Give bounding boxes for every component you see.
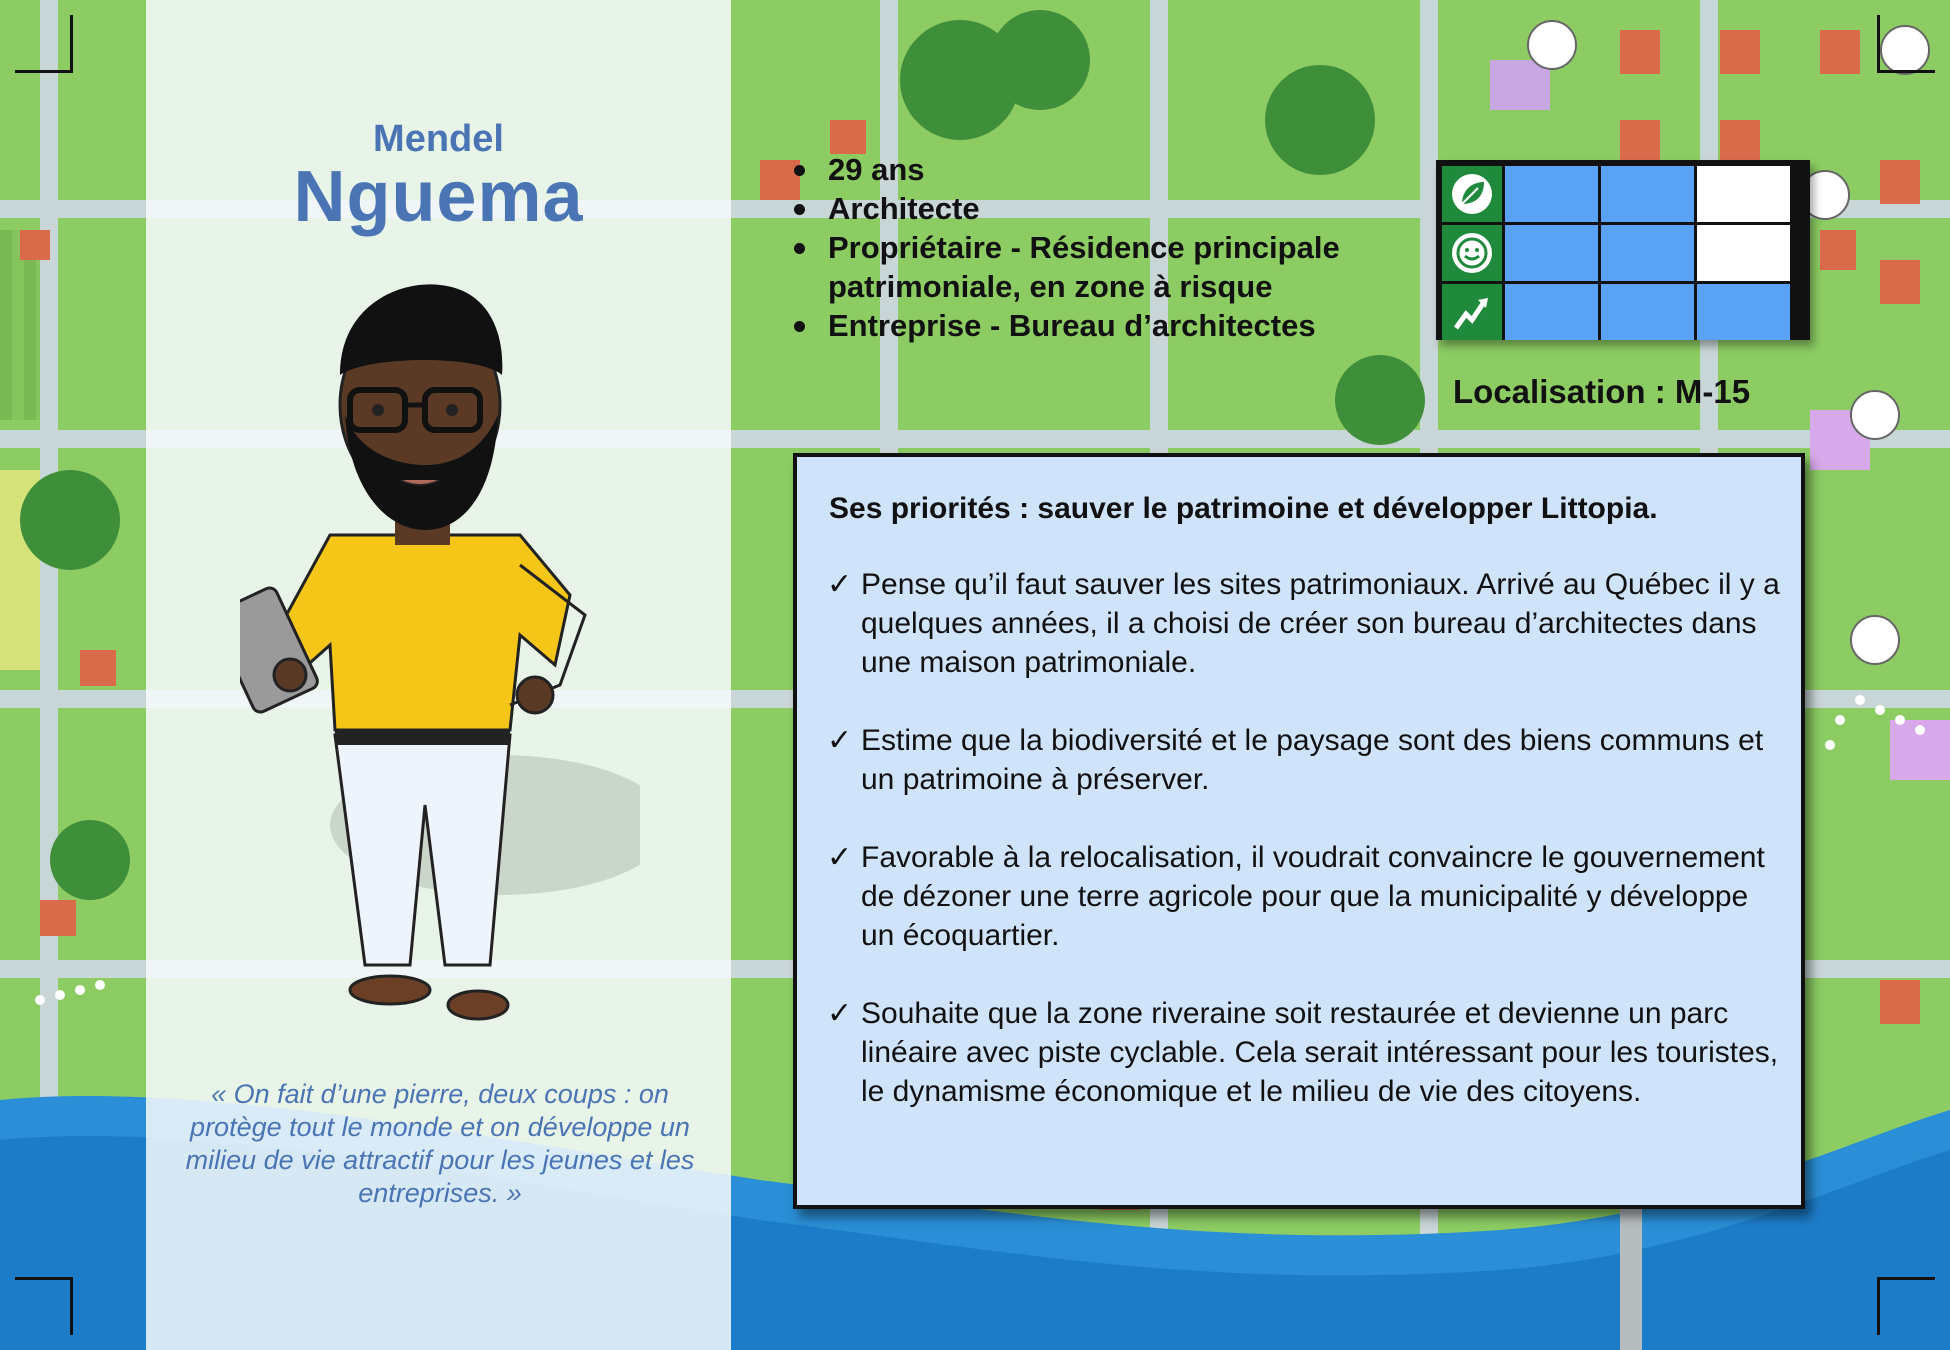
- priorities-card: [793, 453, 1805, 1209]
- attribute-profession: Architecte: [790, 189, 1388, 228]
- character-attributes: [790, 150, 1388, 345]
- priority-text: Favorable à la relocalisation, il voudrait convaincre le gouvernement de dézoner une terre agricole pour que la municipalité y développe un écoquartier.: [861, 841, 1765, 952]
- priority-text: Souhaite que la zone riveraine soit restaurée et devienne un parc linéaire avec piste cyclable. Cela serait intéressant pour les touristes, le dynamisme économique et le milieu de vie des citoyens.: [861, 997, 1779, 1108]
- stat-cell: [1505, 284, 1598, 340]
- attribute-age: 29 ans: [790, 150, 1388, 189]
- location-label: Localisation : M-15: [1453, 373, 1751, 410]
- stats-grid: [1436, 160, 1810, 340]
- stat-cell: [1697, 166, 1790, 222]
- character-avatar: [240, 265, 640, 1065]
- crop-mark-top-left: [15, 15, 73, 73]
- stat-cell: [1697, 225, 1790, 281]
- check-icon: ✓: [827, 841, 853, 874]
- priority-text: Pense qu’il faut sauver les sites patrimoniaux. Arrivé au Québec il y a quelques années, il a choisi de créer son bureau d’architectes dans une maison patrimoniale.: [861, 568, 1780, 679]
- stat-cell: [1601, 166, 1694, 222]
- check-icon: ✓: [827, 568, 853, 601]
- stat-cell: [1697, 284, 1790, 340]
- priority-text: Estime que la biodiversité et le paysage sont des biens communs et un patrimoine à préserver.: [861, 724, 1764, 796]
- check-icon: ✓: [827, 724, 853, 757]
- character-first-name: Mendel: [373, 118, 504, 160]
- check-icon: ✓: [827, 997, 853, 1030]
- attribute-business: Entreprise - Bureau d’architectes: [790, 306, 1388, 345]
- attribute-residence: Propriétaire - Résidence principale patrimoniale, en zone à risque: [790, 228, 1388, 306]
- smiley-icon: [1442, 225, 1502, 281]
- priorities-title: Ses priorités : sauver le patrimoine et développer Littopia.: [829, 492, 1658, 525]
- character-quote: « On fait d’une pierre, deux coups : on protège tout le monde et on développe un milieu de vie attractif pour les jeunes et les entreprises. »: [185, 1079, 695, 1208]
- stat-cell: [1601, 284, 1694, 340]
- stat-cell: [1505, 225, 1598, 281]
- crop-mark-bottom-left: [15, 1277, 73, 1335]
- character-last-name: Nguema: [293, 157, 584, 237]
- leaf-icon: [1442, 166, 1502, 222]
- crop-mark-top-right: [1877, 15, 1935, 73]
- growth-arrow-icon: [1442, 284, 1502, 340]
- stat-row-environment: [1442, 166, 1804, 222]
- stat-row-economy: [1442, 284, 1804, 340]
- crop-mark-bottom-right: [1877, 1277, 1935, 1335]
- stat-row-wellbeing: [1442, 225, 1804, 281]
- stat-cell: [1505, 166, 1598, 222]
- stat-cell: [1601, 225, 1694, 281]
